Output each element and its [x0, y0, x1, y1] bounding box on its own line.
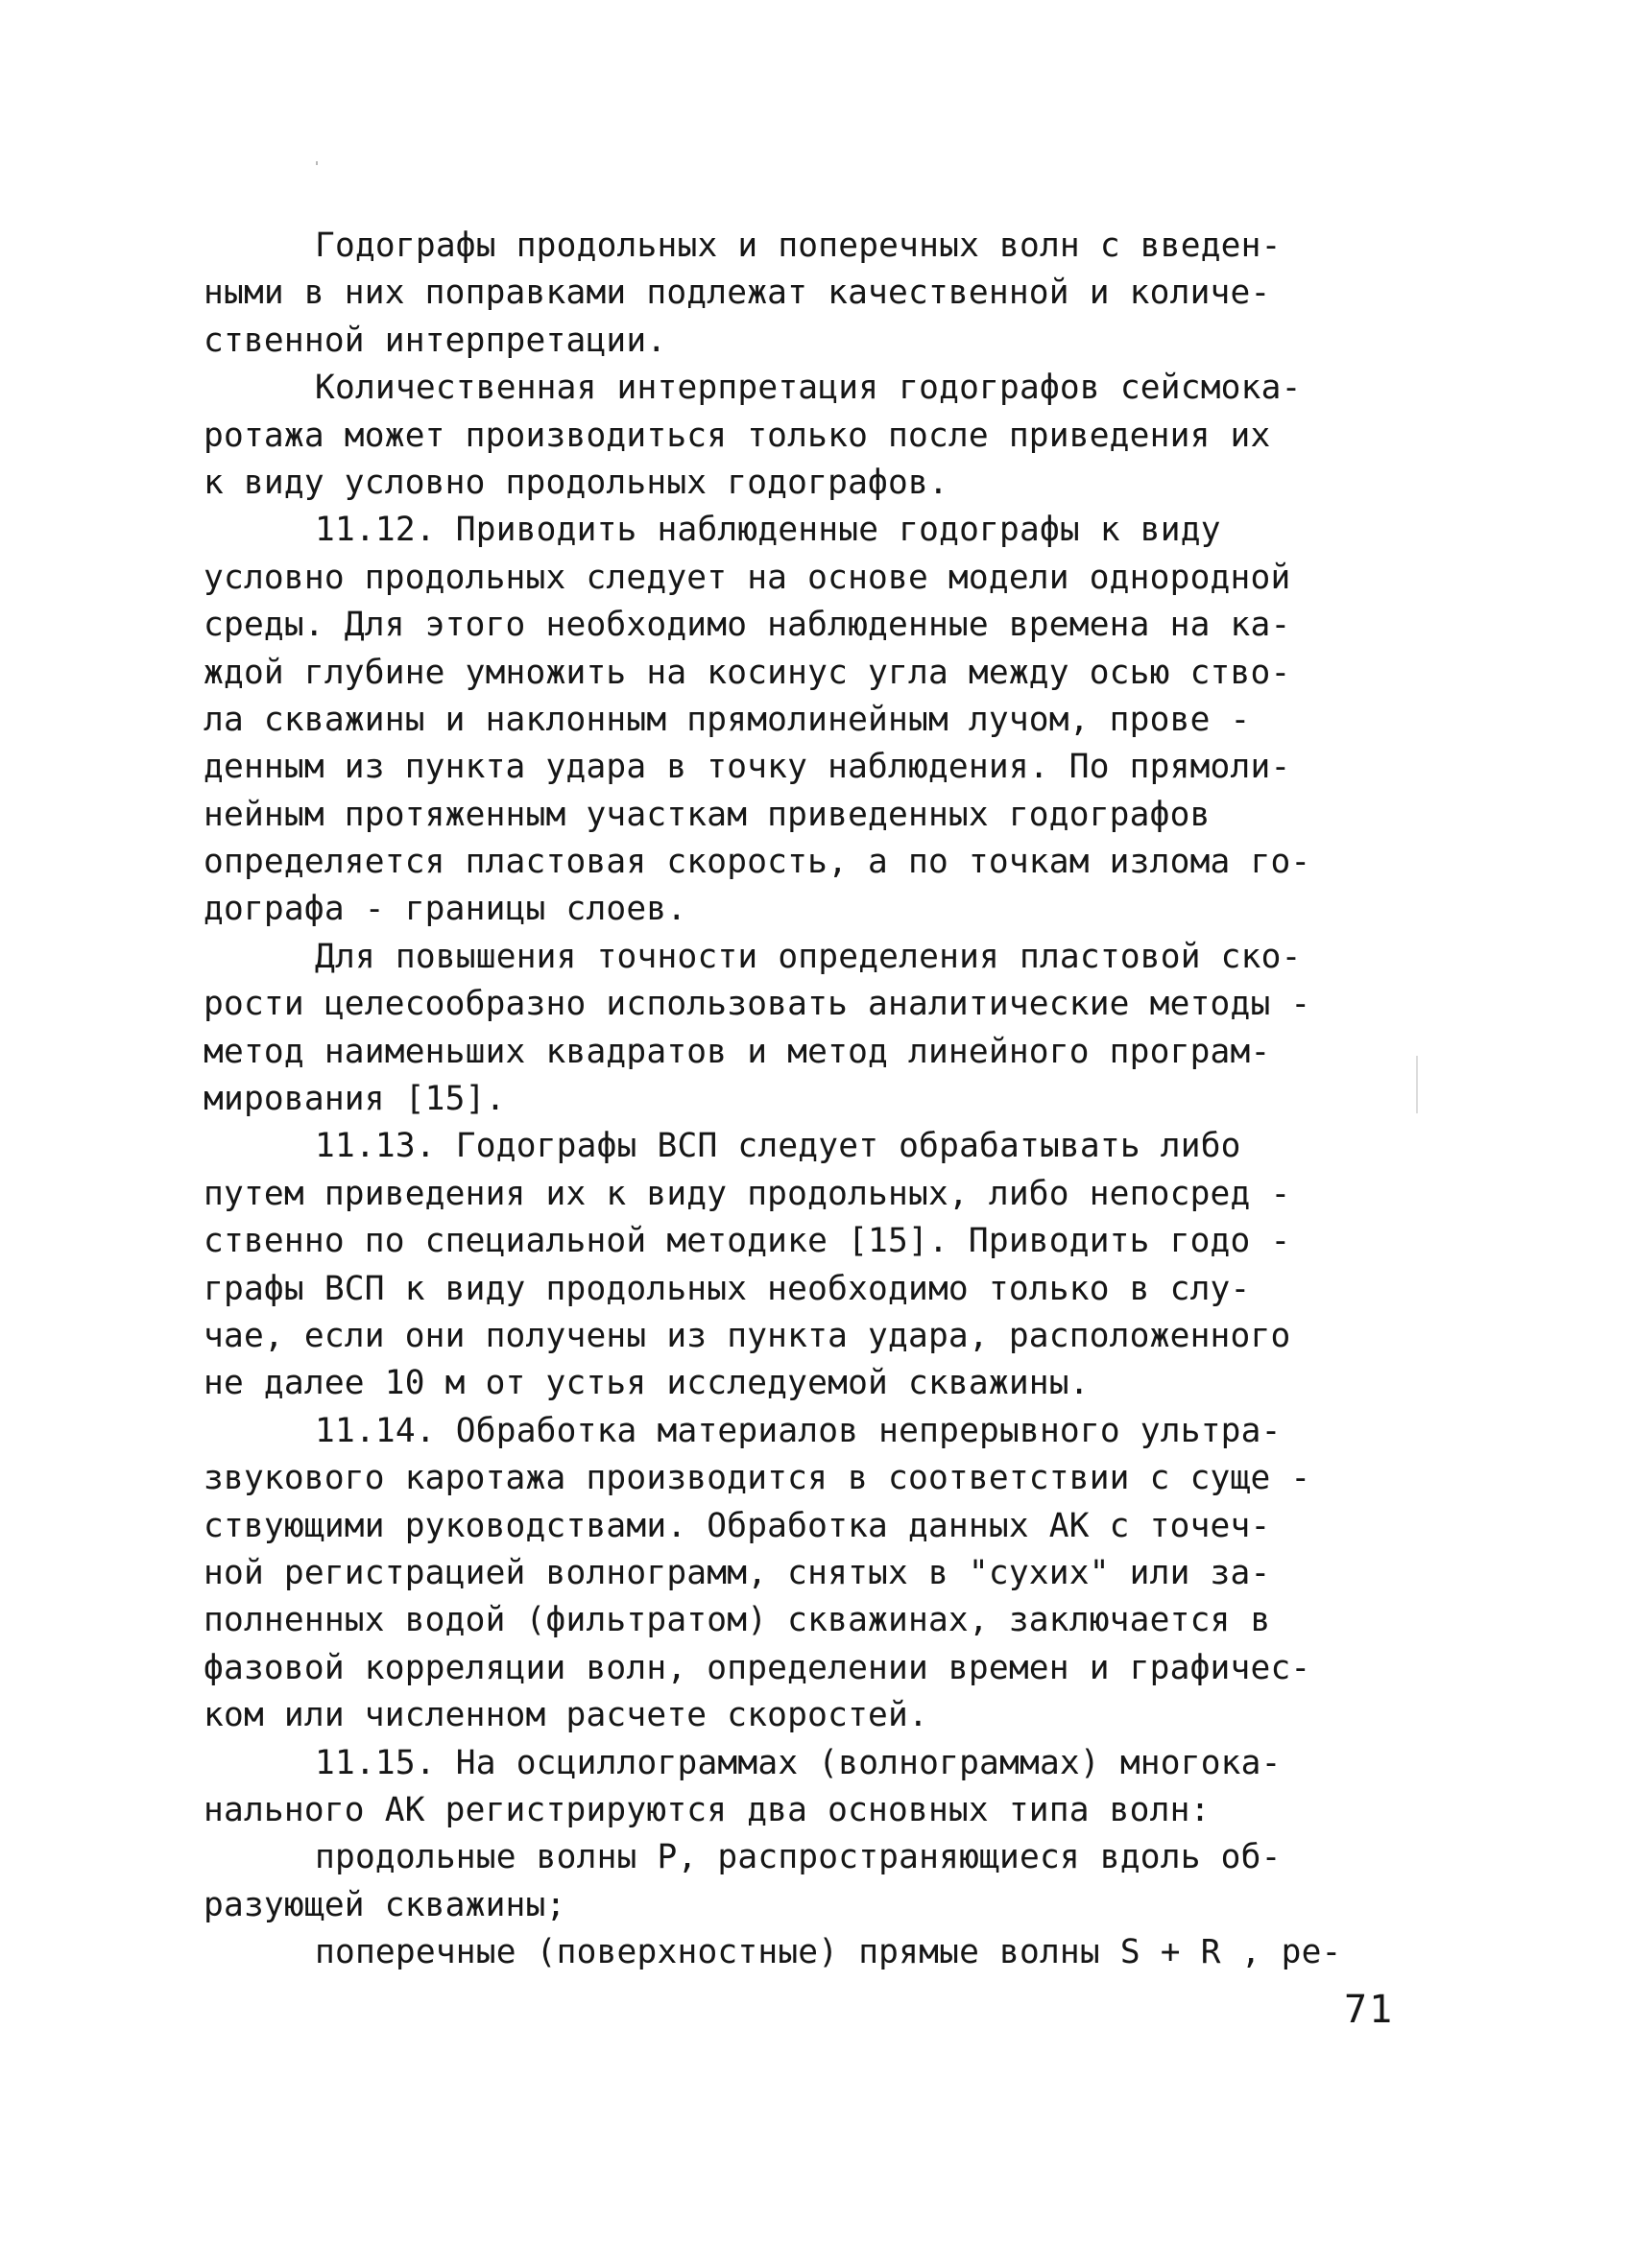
text-line: ла скважины и наклонным прямолинейным лучом, прове - [204, 700, 1251, 739]
scan-speck [316, 161, 318, 165]
text-line: полненных водой (фильтратом) скважинах, заключается в [204, 1601, 1271, 1640]
text-line: ственно по специальной методике [15]. Приводить годо - [204, 1222, 1291, 1261]
text-line: Для повышения точности определения пластовой ско- [315, 937, 1302, 976]
section-heading-line: 11.13. Годографы ВСП следует обрабатывать либо [315, 1127, 1241, 1166]
text-line: к виду условно продольных годографов. [204, 463, 948, 502]
text-line: мирования [15]. [204, 1080, 506, 1119]
text-line: рости целесообразно использовать аналитические методы - [204, 985, 1311, 1024]
text-line: ротажа может производиться только после приведения их [204, 416, 1271, 455]
text-line: разующей скважины; [204, 1885, 566, 1924]
text-line: Количественная интерпретация годографов сейсмока- [315, 369, 1302, 408]
text-line: чае, если они получены из пункта удара, расположенного [204, 1316, 1291, 1355]
text-line: графы ВСП к виду продольных необходимо только в слу- [204, 1269, 1251, 1308]
text-line: денным из пункта удара в точку наблюдения. По прямоли- [204, 748, 1291, 787]
text-line: ными в них поправками подлежат качественной и количе- [204, 274, 1271, 313]
text-line: фазовой корреляции волн, определении времен и графичес- [204, 1648, 1311, 1687]
text-line: ной регистрацией волнограмм, снятых в "сухих" или за- [204, 1553, 1271, 1592]
text-line: поперечные (поверхностные) прямые волны S + R , ре- [315, 1933, 1342, 1972]
text-line: продольные волны P, распространяющиеся вдоль об- [315, 1838, 1282, 1877]
section-heading-line: 11.15. На осциллограммах (волнограммах) многока- [315, 1743, 1282, 1782]
text-line: среды. Для этого необходимо наблюденные времена на ка- [204, 606, 1291, 645]
section-heading-line: 11.14. Обработка материалов непрерывного ультра- [315, 1411, 1282, 1450]
text-line: ственной интерпретации. [204, 321, 667, 360]
text-line: дографа - границы слоев. [204, 890, 687, 929]
section-heading-line: 11.12. Приводить наблюденные годографы к виду [315, 511, 1221, 550]
text-line: ком или численном расчете скоростей. [204, 1696, 928, 1735]
text-line: не далее 10 м от устья исследуемой скважины. [204, 1364, 1090, 1403]
text-line: определяется пластовая скорость, а по точкам излома го- [204, 843, 1311, 882]
text-line: нального АК регистрируются два основных типа волн: [204, 1790, 1211, 1829]
body-text [204, 223, 1413, 1976]
text-line: Годографы продольных и поперечных волн с введен- [315, 227, 1282, 265]
text-line: условно продольных следует на основе модели однородной [204, 558, 1291, 597]
page-number: 71 [1344, 1988, 1395, 2032]
text-line: нейным протяженным участкам приведенных годографов [204, 795, 1211, 834]
text-line: метод наименьших квадратов и метод линейного програм- [204, 1032, 1271, 1071]
text-line: ждой глубине умножить на косинус угла между осью ство- [204, 653, 1291, 692]
scan-margin-mark [1416, 1056, 1418, 1113]
text-line: ствующими руководствами. Обработка данных АК с точеч- [204, 1506, 1271, 1545]
text-line: путем приведения их к виду продольных, либо непосред - [204, 1174, 1291, 1213]
text-line: звукового каротажа производится в соответствии с суще - [204, 1459, 1311, 1498]
